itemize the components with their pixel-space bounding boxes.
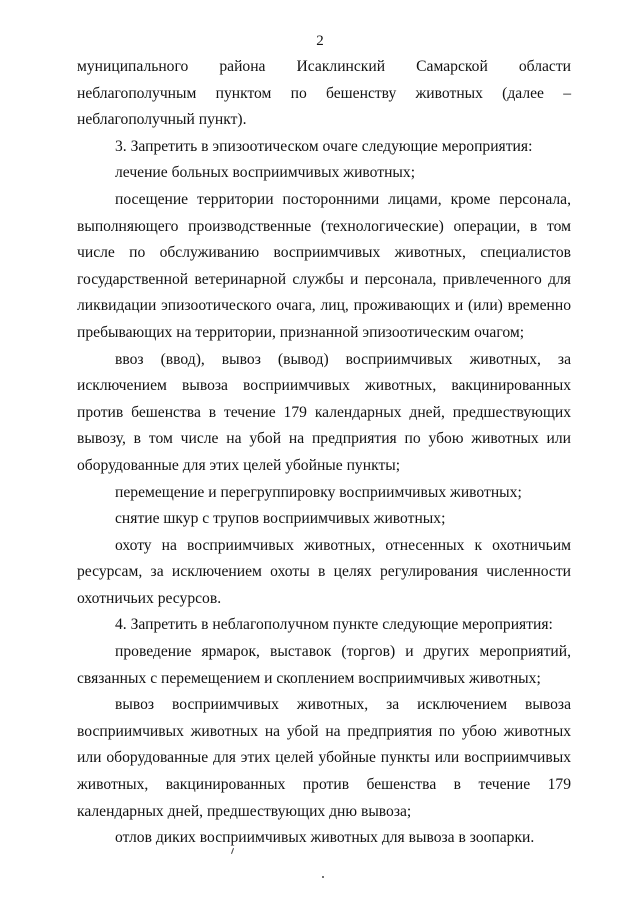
paragraph-continuation: муниципального района Исаклинский Самарской области неблагополучным пунктом по бешенству животных (далее – неблагополучный пункт). — [77, 58, 571, 129]
paragraph-item-4-heading: 4. Запретить в неблагополучном пункте следующие мероприятия: — [115, 616, 553, 634]
paragraph-visit-ban: посещение территории посторонними лицами, кроме персонала, выполняющего производственные (технологические) операции, в том числе по обслуживанию восприимчивых животных, специалистов государственной ветеринарной службы и персонала, привлеченного для ликвидации эпизоотического очага, лиц, проживающих и (или) временно пребывающих на территории, признанной эпизоотическим очагом; — [77, 190, 571, 341]
paragraph-treatment-ban: лечение больных восприимчивых животных; — [115, 164, 416, 182]
paragraph-trapping-ban: отлов диких восприимчивых животных для вывоза в зоопарки. — [115, 829, 535, 847]
paragraph-hunting-ban: охоту на восприимчивых животных, отнесенных к охотничьим ресурсам, за исключением охоты в целях регулирования численности охотничьих ресурсов. — [77, 536, 571, 607]
paragraph-import-export-ban: ввоз (ввод), вывоз (вывод) восприимчивых животных, за исключением вывоза восприимчивых животных, вакцинированных против бешенства в течение 179 календарных дней, предшествующих вывозу, в том числе на убой на предприятия по убою животных или оборудованные для этих целей убойные пункты; — [77, 350, 571, 474]
page-number: 2 — [316, 33, 324, 49]
paragraph-removal-ban: вывоз восприимчивых животных, за исключением вывоза восприимчивых животных на убой на предприятия по убою животных или оборудованные для этих целей убойные пункты или восприимчивых животных, вакцинированных против бешенства в течение 179 календарных дней, предшествующих дню вывоза; — [77, 696, 571, 820]
paragraph-item-3-heading: 3. Запретить в эпизоотическом очаге следующие мероприятия: — [115, 137, 533, 155]
scan-speck — [322, 876, 324, 878]
paragraph-fairs-ban: проведение ярмарок, выставок (торгов) и других мероприятий, связанных с перемещением и скоплением восприимчивых животных; — [77, 643, 571, 687]
document-body — [77, 54, 571, 852]
paragraph-regrouping-ban: перемещение и перегруппировку восприимчивых животных; — [115, 483, 522, 501]
paragraph-skinning-ban: снятие шкур с трупов восприимчивых животных; — [115, 510, 446, 528]
